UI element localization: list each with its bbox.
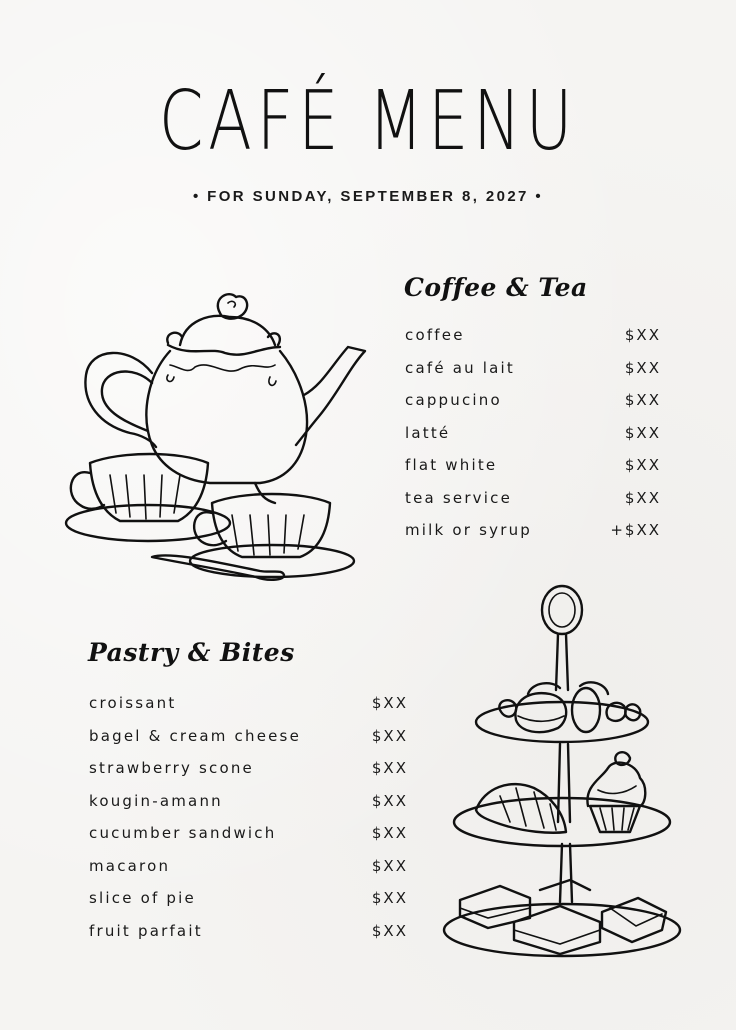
- menu-item: [89, 922, 408, 955]
- item-price: $XX: [371, 824, 408, 842]
- item-name: slice of pie: [89, 889, 196, 907]
- menu-item: [89, 727, 408, 760]
- item-name: coffee: [405, 326, 465, 344]
- menu-date: • FOR SUNDAY, SEPTEMBER 8, 2027 •: [192, 188, 544, 205]
- menu-item: [405, 424, 661, 457]
- item-price: $XX: [624, 456, 661, 474]
- item-price: $XX: [624, 391, 661, 409]
- item-name: tea service: [405, 488, 513, 507]
- menu-item: [89, 889, 408, 922]
- item-price: $XX: [371, 759, 408, 777]
- menu-item: [405, 391, 661, 424]
- tiered-stand-illustration: [440, 582, 690, 972]
- menu-item: [405, 326, 661, 359]
- item-name: kougin-amann: [89, 791, 223, 810]
- item-price: $XX: [624, 326, 661, 344]
- menu-item: [405, 521, 661, 554]
- menu-item: [405, 456, 661, 489]
- teapot-cups-illustration: [60, 285, 370, 585]
- menu-item: [89, 792, 408, 825]
- item-price: $XX: [371, 856, 408, 875]
- item-price: $XX: [624, 423, 661, 442]
- item-name: cappucino: [405, 391, 502, 409]
- section-heading-coffee-tea: Coffee & Tea: [404, 273, 588, 302]
- item-price: +$XX: [610, 521, 661, 539]
- item-price: $XX: [371, 889, 408, 907]
- item-name: cucumber sandwich: [89, 824, 277, 842]
- item-price: $XX: [371, 921, 408, 940]
- pastry-bites-list: [89, 694, 408, 954]
- item-name: bagel & cream cheese: [89, 726, 302, 745]
- item-price: $XX: [371, 726, 408, 745]
- menu-item: [405, 489, 661, 522]
- item-name: café au lait: [405, 358, 515, 377]
- item-name: strawberry scone: [89, 759, 254, 777]
- item-price: $XX: [624, 358, 661, 377]
- item-name: fruit parfait: [89, 921, 203, 940]
- item-name: macaron: [89, 856, 171, 875]
- menu-item: [89, 694, 408, 727]
- item-name: latté: [405, 423, 451, 442]
- item-price: $XX: [371, 791, 408, 810]
- item-price: $XX: [371, 694, 408, 712]
- menu-item: [89, 759, 408, 792]
- item-name: milk or syrup: [405, 521, 533, 539]
- page-title: CAFÉ MENU: [158, 74, 578, 169]
- item-price: $XX: [624, 488, 661, 507]
- menu-item: [89, 857, 408, 890]
- menu-item: [89, 824, 408, 857]
- item-name: croissant: [89, 694, 177, 712]
- item-name: flat white: [405, 456, 498, 474]
- section-heading-pastry-bites: Pastry & Bites: [88, 638, 295, 667]
- coffee-tea-list: [405, 326, 661, 554]
- menu-item: [405, 359, 661, 392]
